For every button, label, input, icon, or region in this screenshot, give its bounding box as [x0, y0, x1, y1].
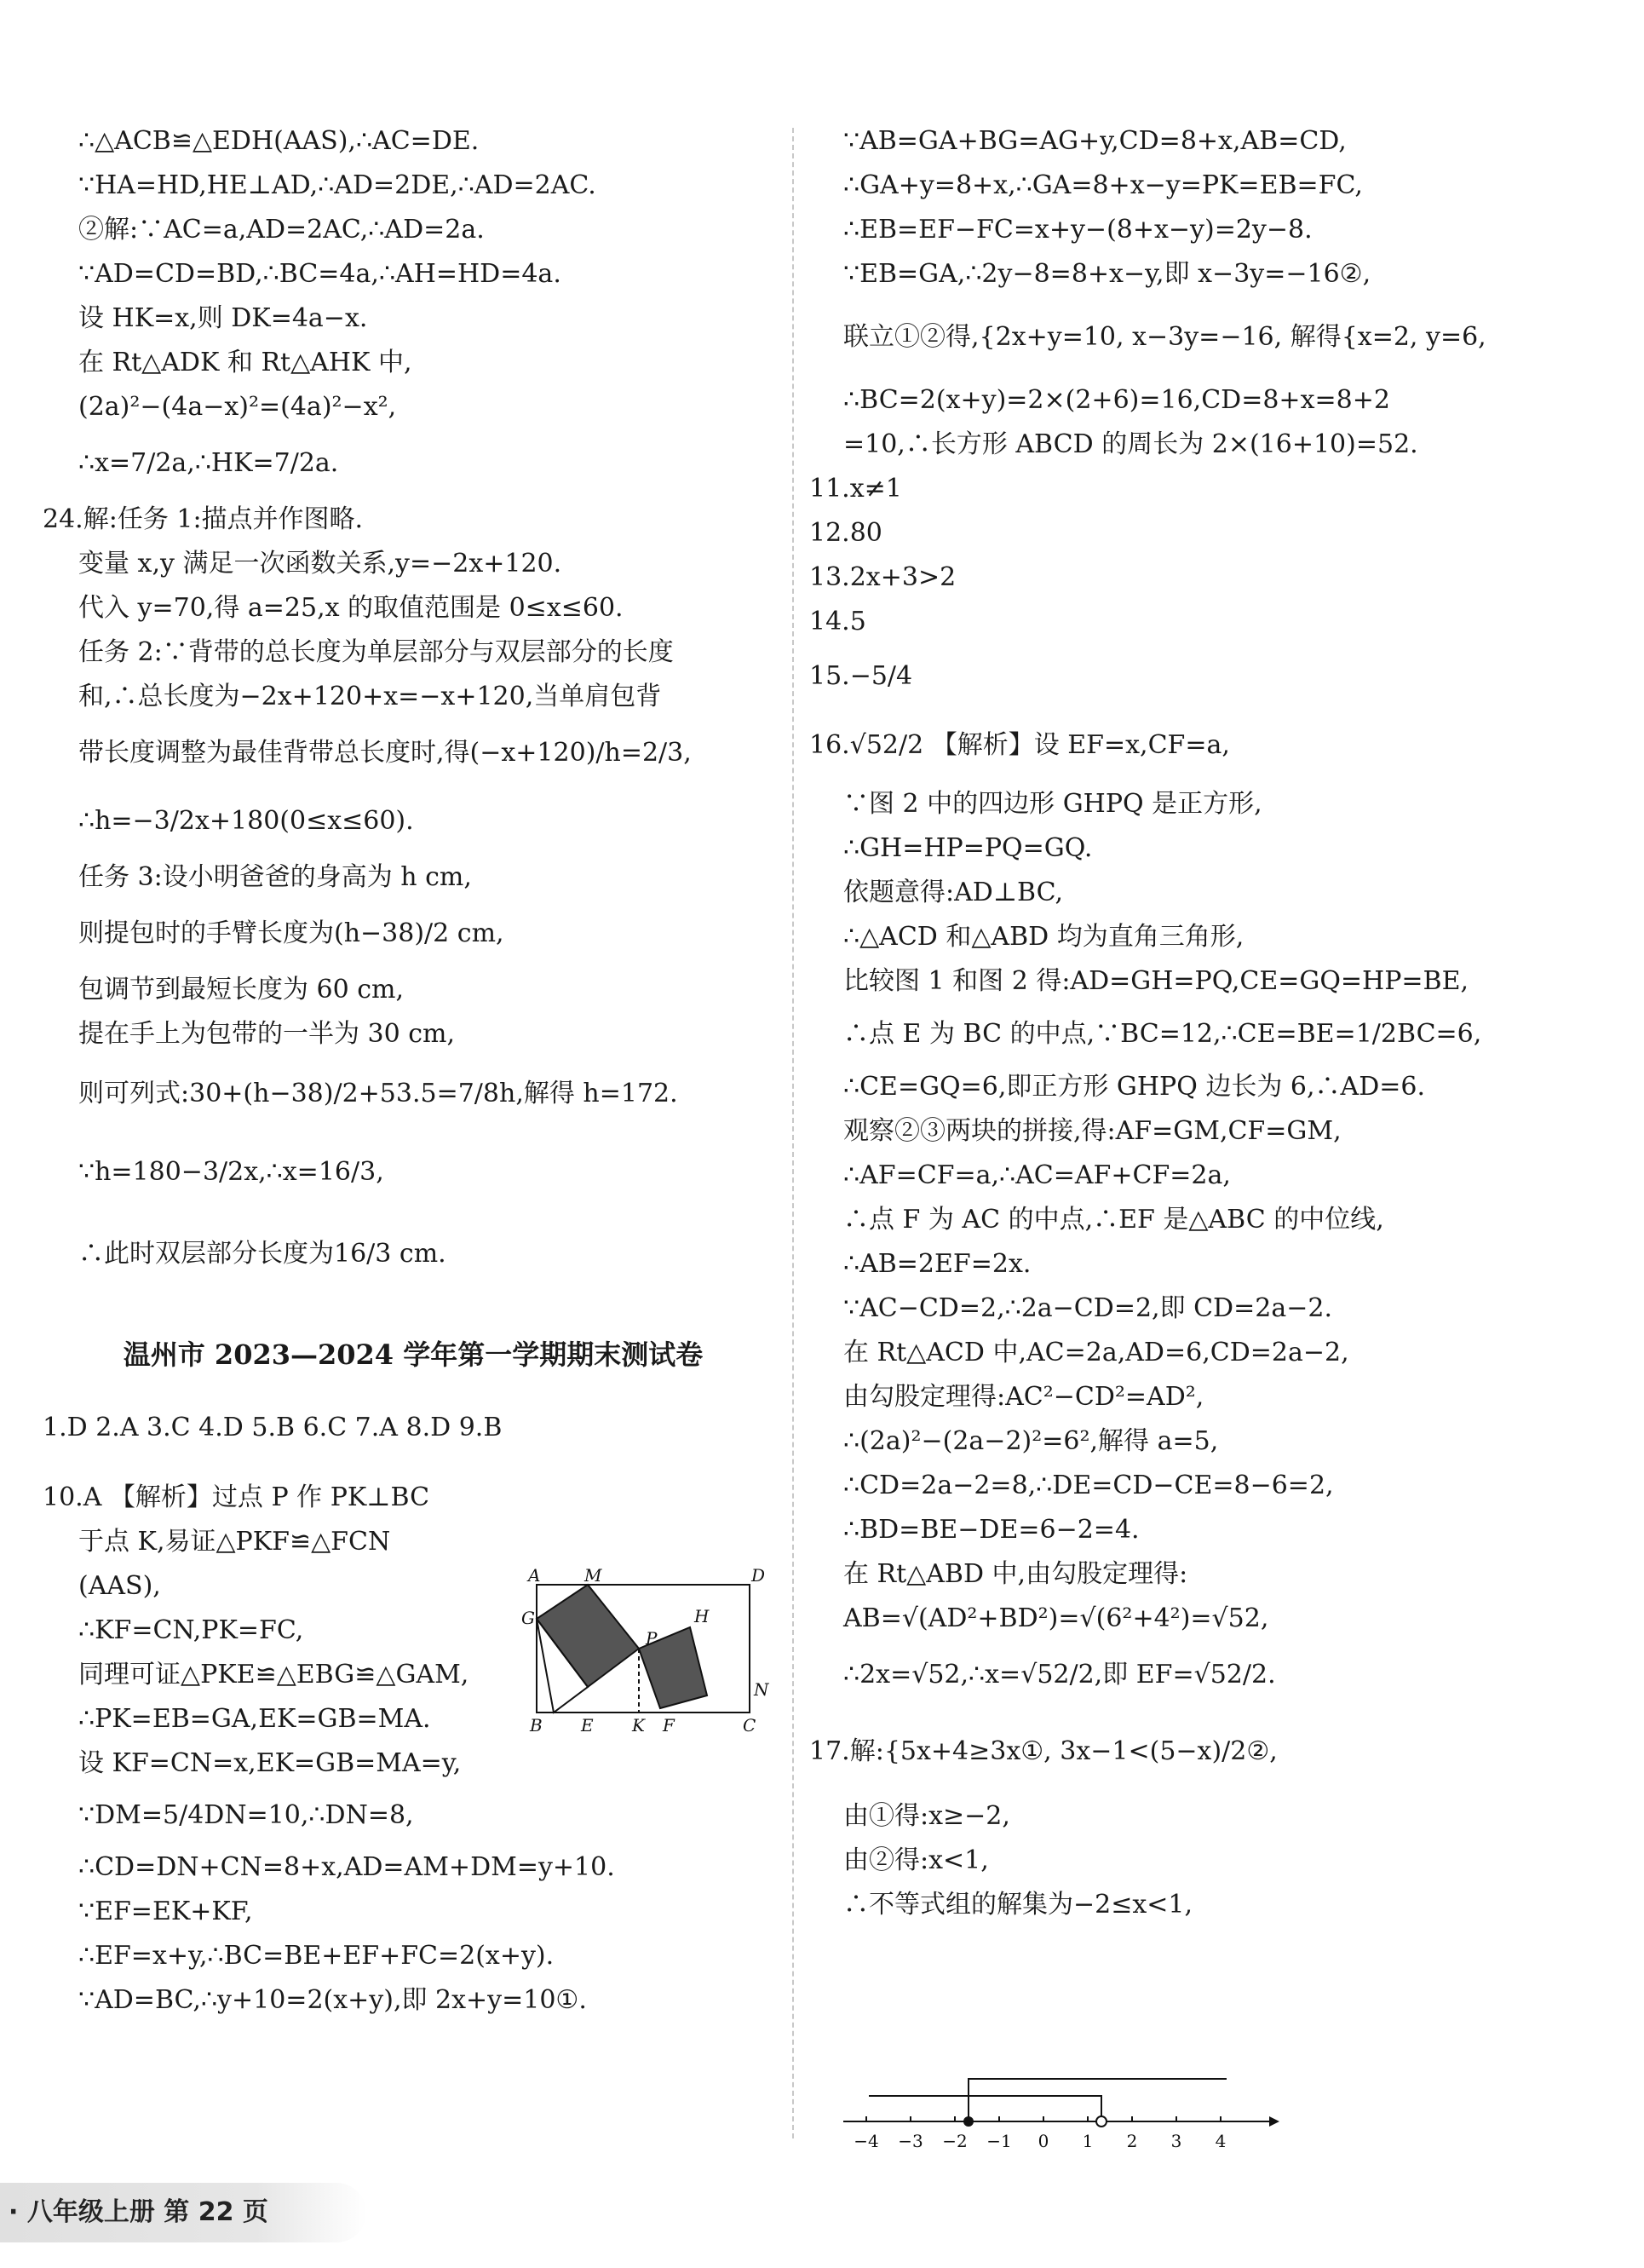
tick-label: 1	[1082, 2131, 1094, 2151]
label-B: B	[530, 1715, 543, 1736]
text-line: ∴GA+y=8+x,∴GA=8+x−y=PK=EB=FC,	[843, 170, 1363, 200]
solution-bracket-lower	[869, 2096, 1101, 2121]
text-line: ∵AD=CD=BD,∴BC=4a,∴AH=HD=4a.	[78, 259, 561, 289]
text-line: ∵EF=EK+KF,	[78, 1897, 253, 1926]
label-M: M	[584, 1568, 602, 1586]
text-line: ∴EF=x+y,∴BC=BE+EF+FC=2(x+y).	[78, 1941, 555, 1971]
label-K: K	[632, 1715, 645, 1736]
text-line: ∴PK=EB=GA,EK=GB=MA.	[78, 1704, 431, 1734]
text-line: ∴△ACB≌△EDH(AAS),∴AC=DE.	[78, 126, 480, 156]
page-footer: · 八年级上册 第 22 页	[0, 2183, 366, 2242]
text-line: 任务 2:∵背带的总长度为单层部分与双层部分的长度	[78, 637, 674, 667]
text-line: ∴CD=DN+CN=8+x,AD=AM+DM=y+10.	[78, 1852, 615, 1882]
answer-16: 16.√52/2 【解析】设 EF=x,CF=a,	[809, 730, 1230, 760]
answer-11: 11.x≠1	[809, 474, 902, 504]
solution-bracket-upper	[969, 2079, 1227, 2121]
text-line: 于点 K,易证△PKF≌△FCN	[78, 1527, 391, 1557]
text-line: ∵h=180−3/2x,∴x=16/3,	[78, 1157, 384, 1187]
label-G: G	[521, 1608, 535, 1628]
text-line: ∴点 E 为 BC 的中点,∵BC=12,∴CE=BE=1/2BC=6,	[843, 1019, 1482, 1049]
tick-label: 4	[1215, 2131, 1227, 2151]
text-line: 任务 3:设小明爸爸的身高为 h cm,	[78, 862, 472, 892]
answer-14: 14.5	[809, 607, 866, 636]
number-line	[843, 2062, 1286, 2156]
text-line: ②解:∵AC=a,AD=2AC,∴AD=2a.	[78, 215, 485, 245]
text-line: ∴不等式组的解集为−2≤x<1,	[843, 1890, 1193, 1920]
text-line: ∴此时双层部分长度为16/3 cm.	[78, 1239, 446, 1269]
tick-label: −2	[942, 2131, 968, 2151]
large-square	[537, 1585, 639, 1687]
question-10	[43, 1476, 520, 1697]
label-E: E	[581, 1715, 594, 1736]
question-24-heading: 24.解:任务 1:描点并作图略.	[43, 504, 364, 534]
text-line: ∴EB=EF−FC=x+y−(8+x−y)=2y−8.	[843, 215, 1313, 245]
text-line: ∵图 2 中的四边形 GHPQ 是正方形,	[843, 789, 1262, 819]
right-column	[809, 119, 1559, 1927]
text-line: ∴BC=2(x+y)=2×(2+6)=16,CD=8+x=8+2	[843, 385, 1390, 415]
text-line: ∵HA=HD,HE⊥AD,∴AD=2DE,∴AD=2AC.	[78, 170, 596, 200]
label-A: A	[528, 1568, 541, 1586]
tick-label: −1	[986, 2131, 1012, 2151]
text-line: 比较图 1 和图 2 得:AD=GH=PQ,CE=GQ=HP=BE,	[843, 966, 1469, 996]
text-line: ∵AB=GA+BG=AG+y,CD=8+x,AB=CD,	[843, 126, 1347, 156]
text-line: ∴h=−3/2x+180(0≤x≤60).	[78, 806, 414, 836]
text-line: ∴(2a)²−(2a−2)²=6²,解得 a=5,	[843, 1426, 1219, 1456]
text-line: 带长度调整为最佳背带总长度时,得(−x+120)/h=2/3,	[78, 738, 692, 768]
text-line: ∴点 F 为 AC 的中点,∴EF 是△ABC 的中位线,	[843, 1205, 1384, 1235]
text-line: ∴x=7/2a,∴HK=7/2a.	[78, 448, 339, 478]
text-line: 在 Rt△ADK 和 Rt△AHK 中,	[78, 348, 412, 377]
column-divider	[792, 128, 794, 2138]
text-line: ∴△ACD 和△ABD 均为直角三角形,	[843, 922, 1244, 952]
text-line: 则可列式:30+(h−38)/2+53.5=7/8h,解得 h=172.	[78, 1079, 678, 1108]
text-line: ∵DM=5/4DN=10,∴DN=8,	[78, 1800, 414, 1830]
text-line: AB=√(AD²+BD²)=√(6²+4²)=√52,	[843, 1603, 1269, 1633]
answer-13: 13.2x+3>2	[809, 562, 957, 592]
text-line: ∴CD=2a−2=8,∴DE=CD−CE=8−6=2,	[843, 1471, 1334, 1500]
rectangle-squares-figure	[520, 1568, 784, 1738]
text-line: 设 HK=x,则 DK=4a−x.	[78, 303, 368, 333]
tick-label: 3	[1170, 2131, 1182, 2151]
text-line: 在 Rt△ABD 中,由勾股定理得:	[843, 1559, 1188, 1589]
label-D: D	[751, 1568, 766, 1586]
text-line: 观察②③两块的拼接,得:AF=GM,CF=GM,	[843, 1116, 1342, 1146]
answer-15: 15.−5/4	[809, 661, 913, 691]
text-line: ∵AC−CD=2,∴2a−CD=2,即 CD=2a−2.	[843, 1293, 1332, 1323]
open-dot	[1096, 2116, 1107, 2127]
text-line: 设 KF=CN=x,EK=GB=MA=y,	[78, 1748, 462, 1778]
text-line: 包调节到最短长度为 60 cm,	[78, 975, 405, 1004]
text-line: ∵AD=BC,∴y+10=2(x+y),即 2x+y=10①.	[78, 1985, 587, 2015]
text-line: 同理可证△PKE≌△EBG≌△GAM,	[78, 1660, 469, 1689]
text-line: ∴AB=2EF=2x.	[843, 1249, 1032, 1279]
text-line: ∴2x=√52,∴x=√52/2,即 EF=√52/2.	[843, 1660, 1276, 1689]
text-line: 联立①②得,{2x+y=10, x−3y=−16, 解得{x=2, y=6,	[843, 322, 1486, 352]
text-line: 由①得:x≥−2,	[843, 1801, 1010, 1831]
answer-12: 12.80	[809, 518, 882, 548]
text-line: 在 Rt△ACD 中,AC=2a,AD=6,CD=2a−2,	[843, 1338, 1349, 1367]
text-line: ∴BD=BE−DE=6−2=4.	[843, 1515, 1140, 1545]
closed-dot	[963, 2116, 974, 2127]
text-line: ∵EB=GA,∴2y−8=8+x−y,即 x−3y=−16②,	[843, 259, 1371, 289]
text-line: 依题意得:AD⊥BC,	[843, 878, 1064, 907]
text-line: 10.A 【解析】过点 P 作 PK⊥BC	[43, 1482, 430, 1512]
text-line: ∴GH=HP=PQ=GQ.	[843, 833, 1093, 863]
text-line: 和,∴总长度为−2x+120+x=−x+120,当单肩包背	[78, 682, 662, 711]
text-line: =10,∴长方形 ABCD 的周长为 2×(16+10)=52.	[843, 429, 1418, 459]
multiple-choice-answers: 1.D 2.A 3.C 4.D 5.B 6.C 7.A 8.D 9.B	[43, 1413, 503, 1442]
label-H: H	[694, 1606, 710, 1626]
question-17-system: 17.解:{5x+4≥3x①, 3x−1<(5−x)/2②,	[809, 1736, 1278, 1766]
text-line: ∴CE=GQ=6,即正方形 GHPQ 边长为 6,∴AD=6.	[843, 1072, 1426, 1102]
label-F: F	[663, 1715, 675, 1736]
text-line: 提在手上为包带的一半为 30 cm,	[78, 1019, 456, 1049]
text-line: 代入 y=70,得 a=25,x 的取值范围是 0≤x≤60.	[78, 593, 624, 623]
section-title: 温州市 2023—2024 学年第一学期期末测试卷	[123, 1338, 704, 1371]
text-line: 则提包时的手臂长度为(h−38)/2 cm,	[78, 918, 504, 948]
label-C: C	[743, 1715, 756, 1736]
text-line: ∴KF=CN,PK=FC,	[78, 1615, 304, 1645]
text-line: ∴AF=CF=a,∴AC=AF+CF=2a,	[843, 1160, 1231, 1190]
label-N: N	[754, 1679, 769, 1700]
tick-label: −4	[854, 2131, 879, 2151]
tick-label: 2	[1126, 2131, 1138, 2151]
text-line: (2a)²−(4a−x)²=(4a)²−x²,	[78, 392, 397, 422]
tick-label: −3	[898, 2131, 923, 2151]
text-line: 由②得:x<1,	[843, 1845, 989, 1875]
tick-label: 0	[1038, 2131, 1049, 2151]
text-line: 由勾股定理得:AC²−CD²=AD²,	[843, 1382, 1204, 1412]
text-line: 变量 x,y 满足一次函数关系,y=−2x+120.	[78, 549, 562, 579]
text-line: (AAS),	[78, 1571, 161, 1601]
label-P: P	[646, 1628, 658, 1649]
